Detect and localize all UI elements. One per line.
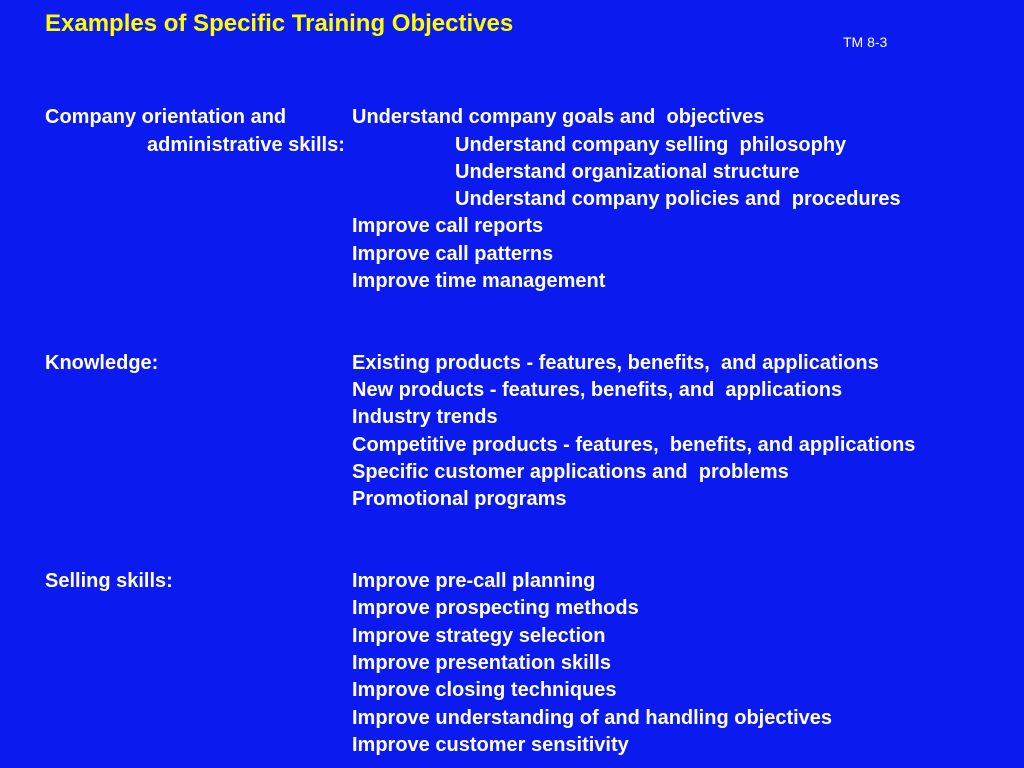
objective-item: Improve strategy selection [352,625,606,647]
objective-item: Understand company selling philosophy [455,134,847,156]
section-label-continued: administrative skills: [147,134,345,156]
slide-title: Examples of Specific Training Objectives [45,10,514,37]
objective-item: Improve call patterns [352,243,554,265]
objective-item: Existing products - features, benefits, and applications [352,352,879,374]
objective-item: Industry trends [352,406,498,428]
objective-item: Understand company goals and objectives [352,106,765,128]
objective-item: Competitive products - features, benefits, and applications [352,434,916,456]
objective-item: Improve call reports [352,215,544,237]
objective-item: Improve understanding of and handling objectives [352,707,833,729]
objective-item: Improve time management [352,270,606,292]
slide-number: TM 8-3 [843,34,888,50]
objective-item: Promotional programs [352,488,567,510]
objective-item: Improve prospecting methods [352,597,639,619]
objective-item: Improve customer sensitivity [352,734,629,756]
objective-item: New products - features, benefits, and applications [352,379,843,401]
section-label: Company orientation and [45,106,287,128]
objective-item: Specific customer applications and problems [352,461,789,483]
objective-item: Understand organizational structure [455,161,800,183]
objective-item: Understand company policies and procedures [455,188,901,210]
objective-item: Improve presentation skills [352,652,611,674]
objective-item: Improve closing techniques [352,679,617,701]
section-label: Selling skills: [45,570,173,592]
section-label: Knowledge: [45,352,159,374]
objective-item: Improve pre-call planning [352,570,596,592]
